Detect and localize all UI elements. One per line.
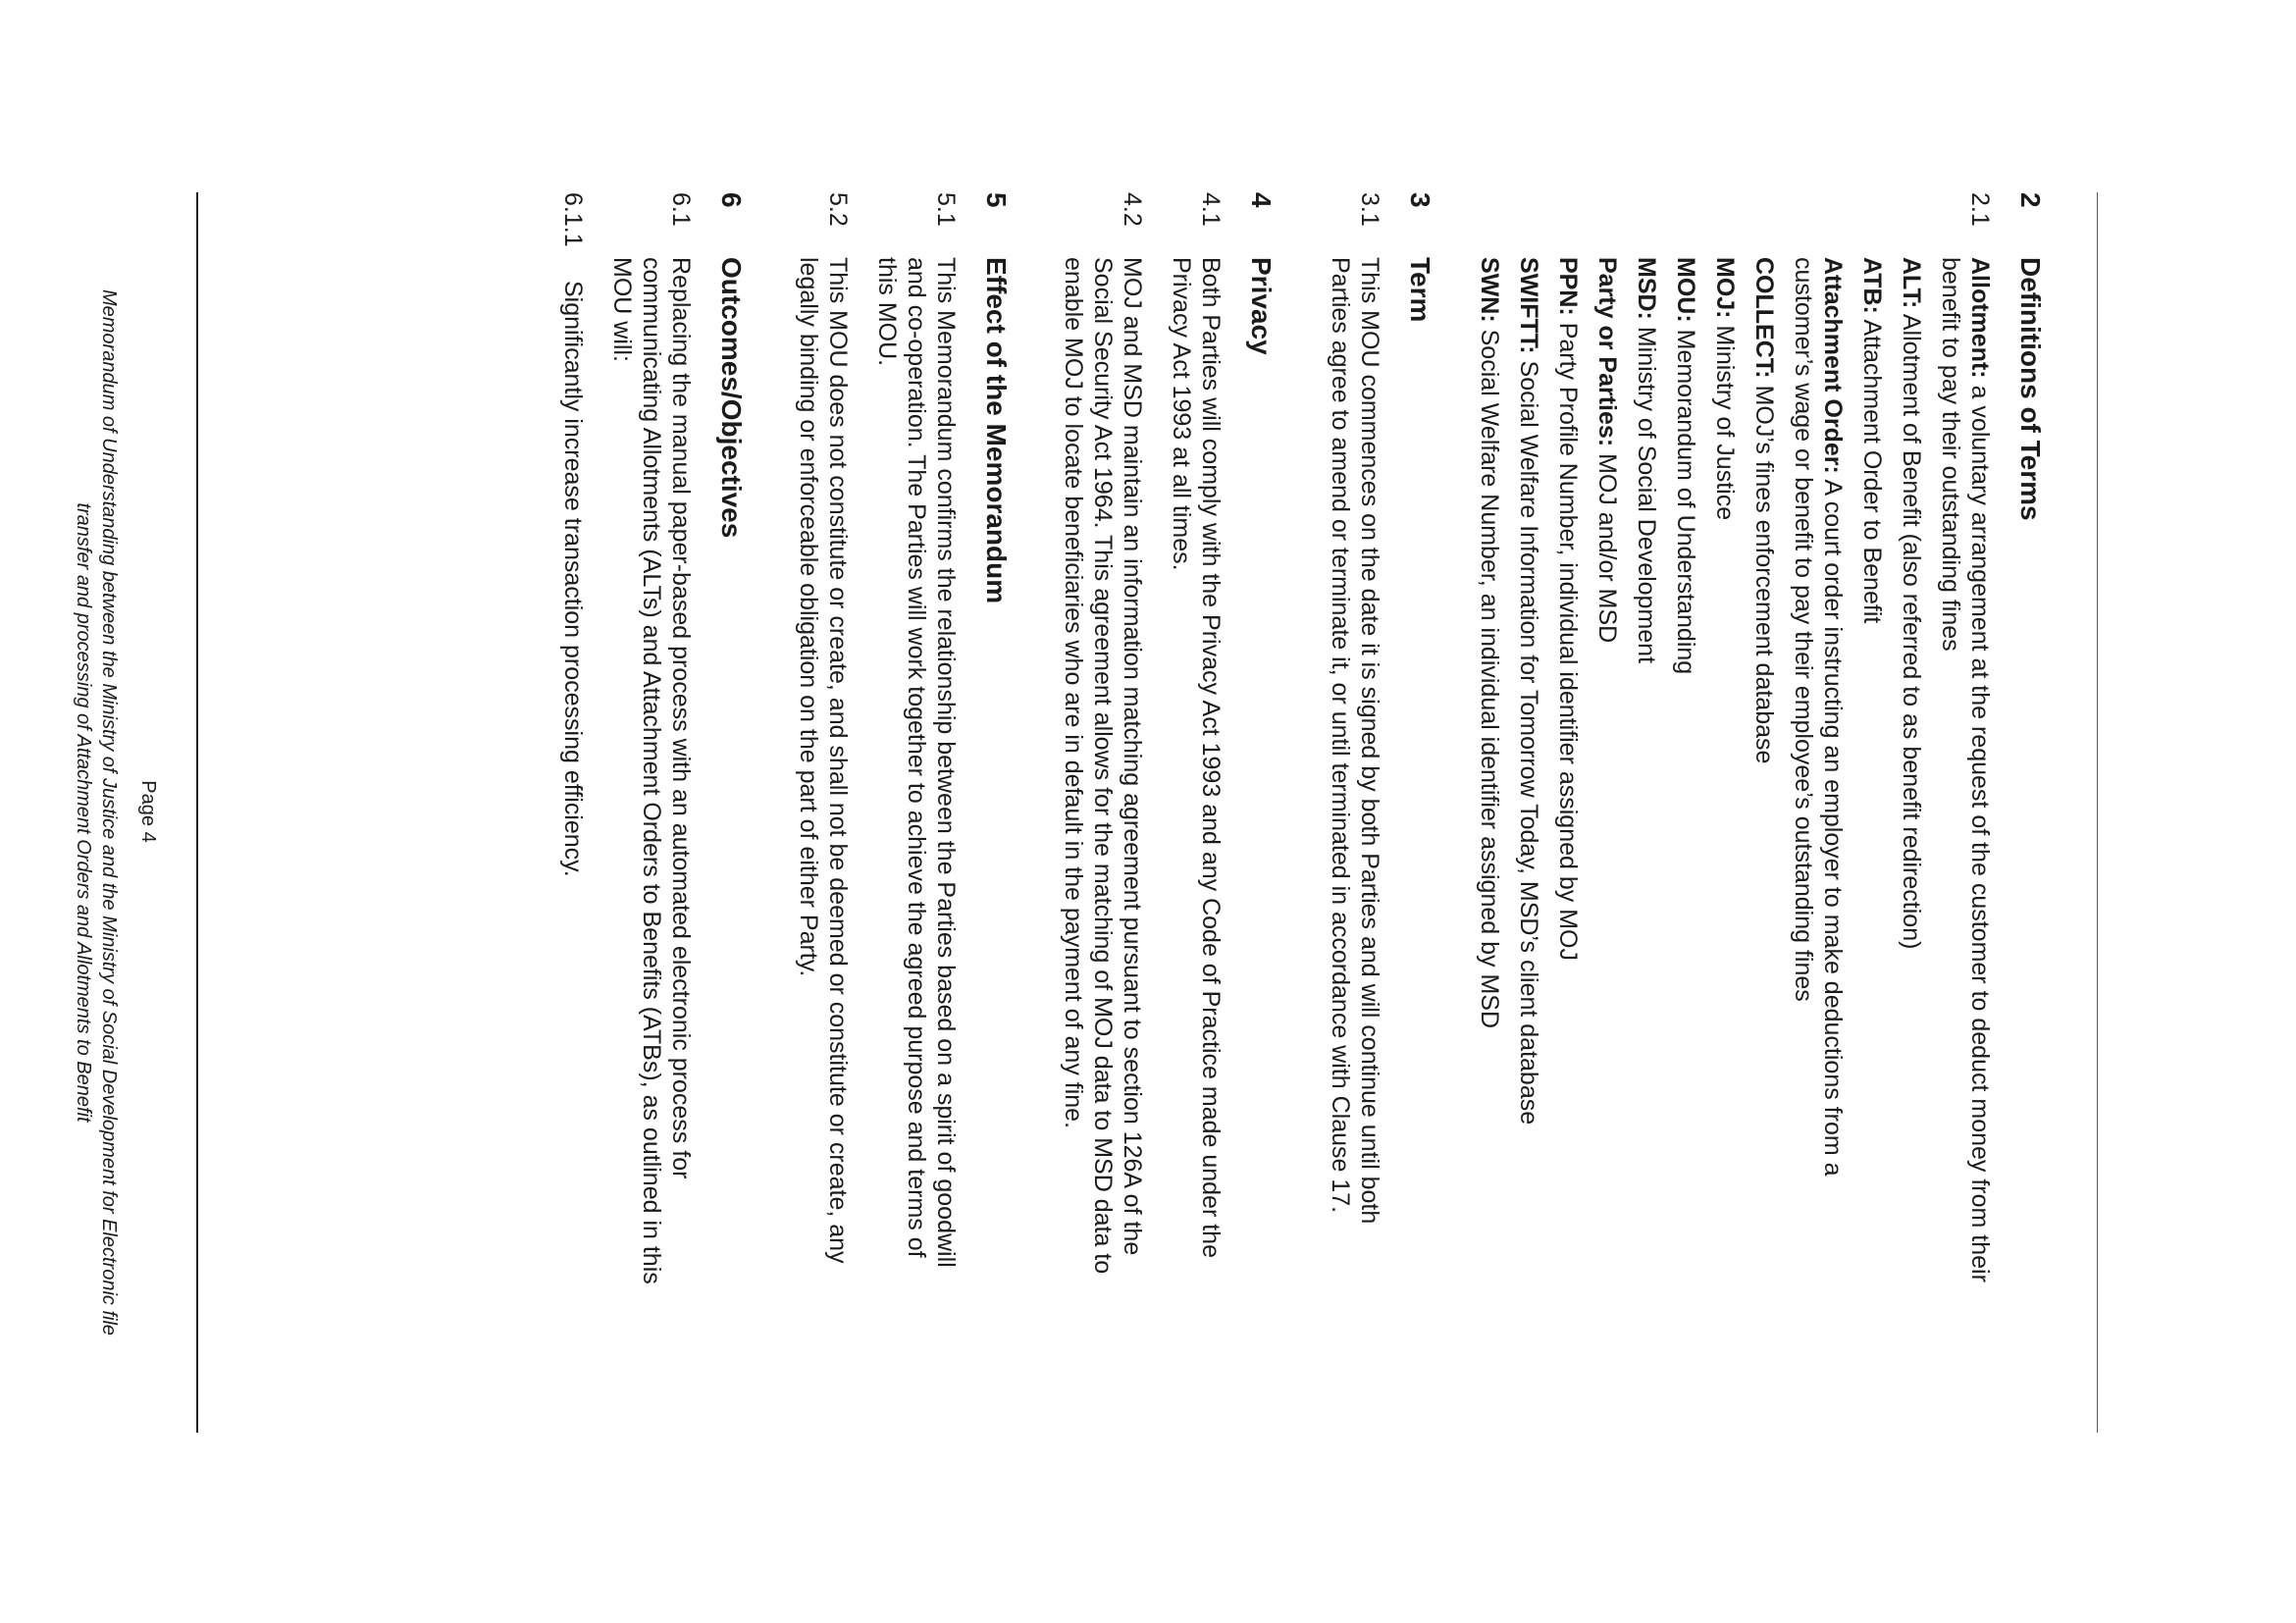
clause-4-1-line-2: Privacy Act 1993 at all times.: [1168, 257, 1195, 571]
clause-2-1-number: 2.1: [1966, 192, 1994, 227]
definition-alt: ALT: Allotment of Benefit (also referred to as benefit redirection): [1898, 257, 1925, 950]
definition-allotment-cont: benefit to pay their outstanding fines: [1937, 257, 1964, 652]
clause-5-1-line-2: and co-operation. The Parties will work together to achieve the agreed purpose and terms of: [903, 257, 930, 1258]
definition-parties: Party or Parties: MOJ and/or MSD: [1593, 257, 1621, 644]
definition-allotment: Allotment: a voluntary arrangement at the request of the customer to deduct money from their: [1966, 257, 1994, 1283]
footer-text-line-1: Memorandum of Understanding between the Ministry of Justice and the Ministry of Social Development for Electronic file: [98, 288, 120, 1336]
definition-mou: MOU: Memorandum of Understanding: [1672, 257, 1699, 675]
clause-3-1-number: 3.1: [1356, 192, 1383, 227]
definition-swiftt: SWIFTT: Social Welfare Information for Tomorrow Today, MSD’s client database: [1515, 257, 1542, 1126]
clause-3-1-line-1: This MOU commences on the date it is signed by both Parties and will continue until both: [1356, 257, 1383, 1225]
section-3-heading: Term: [1405, 257, 1435, 323]
clause-4-1-number: 4.1: [1197, 192, 1225, 227]
clause-6-1-line-3: MOU will:: [608, 257, 636, 362]
clause-5-2-line-2: legally binding or enforceable obligation on the part of either Party.: [795, 257, 822, 977]
page-number: Page 4: [137, 780, 159, 843]
clause-6-1-1-number: 6.1.1: [559, 192, 587, 247]
clause-5-2-line-1: This MOU does not constitute or create, and shall not be deemed or constitute or create, any: [824, 257, 852, 1264]
section-6-number: 6: [716, 192, 747, 208]
section-2-number: 2: [2015, 192, 2046, 208]
clause-5-2-number: 5.2: [824, 192, 852, 227]
definition-swn: SWN: Social Welfare Number, an individual identifier assigned by MSD: [1476, 257, 1503, 1028]
definition-collect: COLLECT: MOJ’s fines enforcement database: [1750, 257, 1778, 764]
clause-6-1-number: 6.1: [667, 192, 695, 227]
section-3-number: 3: [1405, 192, 1435, 208]
footer-rule: [196, 192, 198, 1433]
definition-attachment-order-cont: customer’s wage or benefit to pay their employee’s outstanding fines: [1790, 257, 1817, 1002]
section-5-number: 5: [981, 192, 1012, 208]
clause-6-1-1-text: Significantly increase transaction processing efficiency.: [559, 281, 587, 877]
clause-6-1-line-1: Replacing the manual paper-based process with an automated electronic process for: [667, 257, 695, 1179]
clause-4-2-line-3: enable MOJ to locate beneficiaries who are in default in the payment of any fine.: [1060, 257, 1087, 1129]
section-4-heading: Privacy: [1246, 257, 1277, 355]
clause-4-2-number: 4.2: [1119, 192, 1146, 227]
top-rule: [2097, 192, 2098, 1433]
clause-6-1-line-2: communicating Allotments (ALTs) and Attachment Orders to Benefits (ATBs), as outlined in this: [638, 257, 665, 1284]
clause-5-1-number: 5.1: [932, 192, 960, 227]
clause-5-1-line-3: this MOU.: [873, 257, 901, 367]
section-2-heading: Definitions of Terms: [2015, 257, 2046, 521]
definition-attachment-order: Attachment Order: A court order instructing an employer to make deductions from a: [1819, 257, 1847, 1177]
clause-5-1-line-1: This Memorandum confirms the relationship between the Parties based on a spirit of goodwill: [932, 257, 960, 1268]
definition-ppn: PPN: Party Profile Number, individual identifier assigned by MOJ: [1554, 257, 1582, 961]
definition-atb: ATB: Attachment Order to Benefit: [1858, 257, 1886, 624]
definition-moj: MOJ: Ministry of Justice: [1711, 257, 1739, 521]
footer-text-line-2: transfer and processing of Attachment Orders and Allotments to Benefit: [73, 502, 94, 1123]
clause-4-2-line-2: Social Security Act 1964. This agreement allows for the matching of MOJ data to MSD data to: [1089, 257, 1117, 1275]
section-5-heading: Effect of the Memorandum: [981, 257, 1012, 604]
clause-4-2-line-1: MOJ and MSD maintain an information matching agreement pursuant to section 126A of the: [1119, 257, 1146, 1256]
clause-3-1-line-2: Parties agree to amend or terminate it, or until terminated in accordance with Clause 17.: [1327, 257, 1354, 1214]
section-6-heading: Outcomes/Objectives: [716, 257, 747, 539]
definition-msd: MSD: Ministry of Social Development: [1633, 257, 1660, 664]
clause-4-1-line-1: Both Parties will comply with the Privacy Act 1993 and any Code of Practice made under the: [1197, 257, 1225, 1258]
section-4-number: 4: [1246, 192, 1277, 208]
